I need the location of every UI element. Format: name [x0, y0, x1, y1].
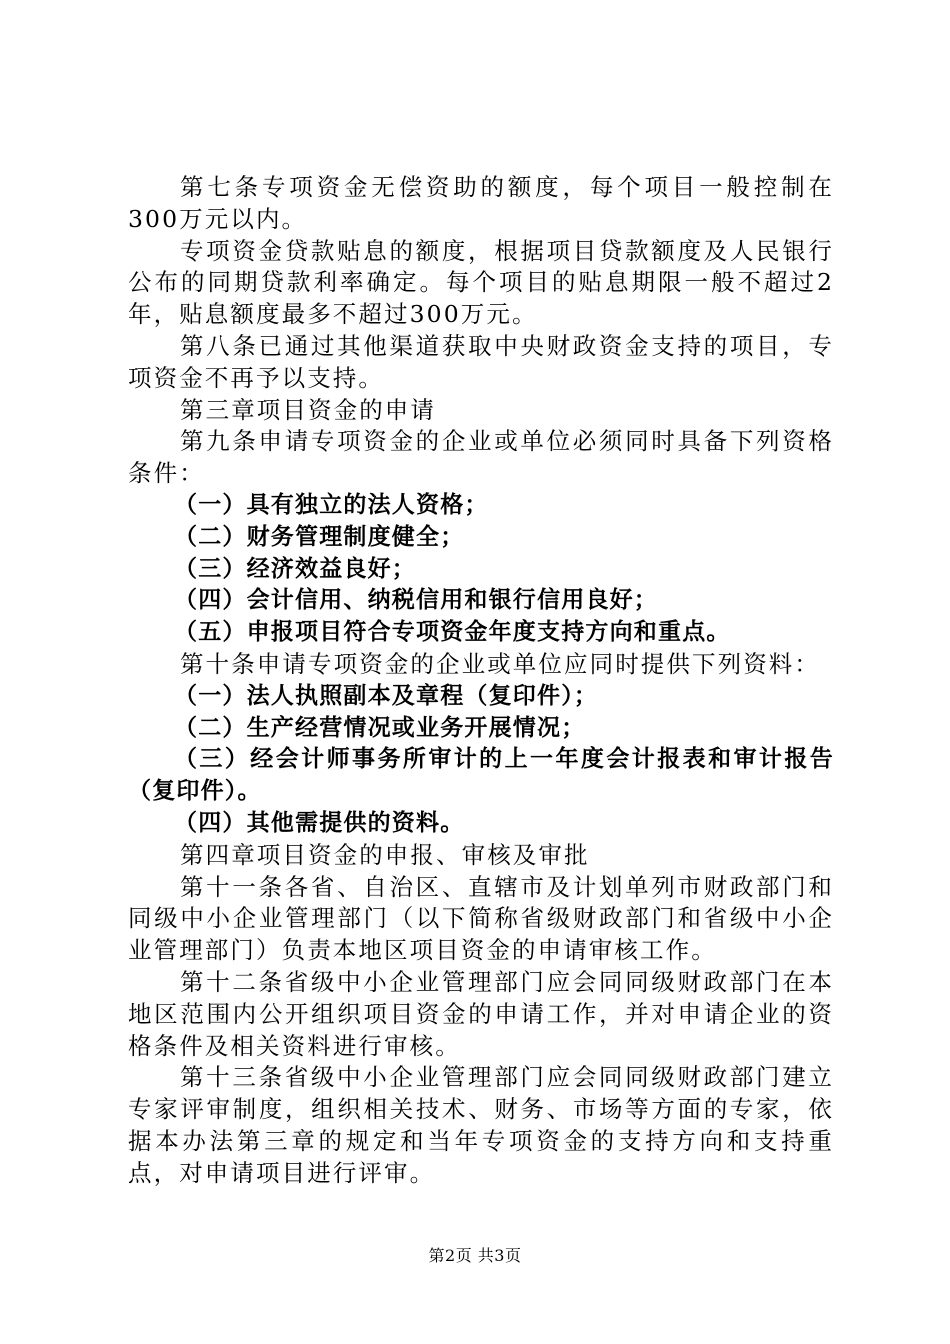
- list-item-material-4: （四）其他需提供的资料。: [174, 809, 465, 836]
- list-item-condition-2: （二）财务管理制度健全；: [174, 523, 465, 550]
- list-item-material-1: （一）法人执照副本及章程（复印件）；: [174, 682, 599, 709]
- paragraph-article-9: 第九条申请专项资金的企业或单位必须同时具备下列资格条件：: [128, 427, 834, 488]
- page-number-footer: 第2页 共3页: [428, 1246, 522, 1265]
- list-item-condition-4: （四）会计信用、纳税信用和银行信用良好；: [174, 587, 658, 614]
- paragraph-article-13: 第十三条省级中小企业管理部门应会同同级财政部门建立专家评审制度，组织相关技术、财务、市场等方面的专家，依据本办法第三章的规定和当年专项资金的支持方向和支持重点，对申请项目进行评审。: [128, 1063, 834, 1187]
- list-item-material-2: （二）生产经营情况或业务开展情况；: [174, 714, 586, 741]
- paragraph-loan-interest: 专项资金贷款贴息的额度，根据项目贷款额度及人民银行公布的同期贷款利率确定。每个项目的贴息期限一般不超过2年，贴息额度最多不超过300万元。: [128, 236, 834, 329]
- paragraph-article-12: 第十二条省级中小企业管理部门应会同同级财政部门在本地区范围内公开组织项目资金的申请工作，并对申请企业的资格条件及相关资料进行审核。: [128, 967, 834, 1060]
- list-item-condition-5: （五）申报项目符合专项资金年度支持方向和重点。: [174, 619, 731, 646]
- paragraph-article-11: 第十一条各省、自治区、直辖市及计划单列市财政部门和同级中小企业管理部门（以下简称省级财政部门和省级中小企业管理部门）负责本地区项目资金的申请审核工作。: [128, 872, 834, 965]
- chapter-3-heading: 第三章项目资金的申请: [180, 395, 436, 424]
- list-item-condition-1: （一）具有独立的法人资格；: [174, 491, 489, 518]
- paragraph-article-8: 第八条已通过其他渠道获取中央财政资金支持的项目，专项资金不再予以支持。: [128, 331, 834, 392]
- document-body: [128, 172, 834, 1190]
- list-item-material-3: （三）经会计师事务所审计的上一年度会计报表和审计报告（复印件）。: [128, 746, 834, 805]
- chapter-4-heading: 第四章项目资金的申报、审核及审批: [180, 840, 590, 869]
- list-item-condition-3: （三）经济效益良好；: [174, 555, 416, 582]
- paragraph-article-7: 第七条专项资金无偿资助的额度，每个项目一般控制在300万元以内。: [128, 173, 834, 233]
- paragraph-article-10: 第十条申请专项资金的企业或单位应同时提供下列资料：: [180, 649, 820, 678]
